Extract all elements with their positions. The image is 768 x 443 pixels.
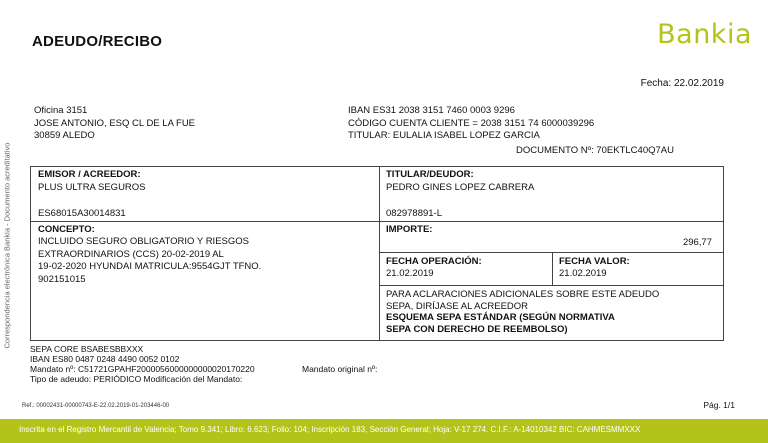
account-holder: TITULAR: EULALIA ISABEL LOPEZ GARCIA <box>348 130 540 141</box>
table-divider <box>552 252 553 285</box>
importe-value: 296,77 <box>682 237 712 248</box>
titular-label: TITULAR/DEUDOR: <box>386 169 474 180</box>
office-line: Oficina 3151 <box>34 105 88 116</box>
table-divider <box>379 285 724 286</box>
footer-bar <box>0 419 768 443</box>
emisor-label: EMISOR / ACREEDOR: <box>38 169 141 180</box>
table-divider <box>30 221 724 222</box>
office-city: 30859 ALEDO <box>34 130 95 141</box>
concepto-line: 19-02-2020 HYUNDAI MATRICULA:9554GJT TFNO. <box>38 261 262 272</box>
titular-id: 082978891-L <box>386 208 442 219</box>
account-iban: IBAN ES31 2038 3151 7460 0003 9296 <box>348 105 515 116</box>
table-divider <box>379 166 380 341</box>
esquema-line: SEPA CON DERECHO DE REEMBOLSO) <box>386 323 568 335</box>
emisor-name: PLUS ULTRA SEGUROS <box>38 182 146 193</box>
titular-name: PEDRO GINES LOPEZ CABRERA <box>386 182 535 193</box>
sepa-core: SEPA CORE BSABESBBXXX <box>30 344 144 354</box>
sepa-block <box>30 344 255 384</box>
footer-legal-text: Inscrita en el Registro Mercantil de Valencia; Tomo 9.341; Libro: 6.623; Folio: 104; Inscripción 183, Sección General; Hoja: V-17 274. C.I.F.: A-14010342 BIC: CAHMESMMXXX <box>19 425 641 434</box>
sepa-tipo: Tipo de adeudo: PERIÓDICO Modificación del Mandato: <box>30 374 243 384</box>
sepa-mandato: Mandato nº: C51721GPAHF2000056000000000020170220 <box>30 364 255 374</box>
importe-label: IMPORTE: <box>386 224 433 235</box>
emisor-id: ES68015A30014831 <box>38 208 126 219</box>
fecha-operacion-value: 21.02.2019 <box>386 268 434 279</box>
concepto-line: 902151015 <box>38 273 86 285</box>
concepto-line: EXTRAORDINARIOS (CCS) 20-02-2019 AL <box>38 248 224 260</box>
office-block <box>34 105 195 143</box>
concepto-label: CONCEPTO: <box>38 224 95 235</box>
sepa-mandato-original: Mandato original nº: <box>302 364 378 374</box>
side-vertical-text: Correspondencia electrónica Bankia - Documento acreditativo <box>2 142 12 349</box>
aclaraciones-line: SEPA, DIRÍJASE AL ACREEDOR <box>386 300 529 312</box>
reference-code: Ref.: 00002431-00000743-E-22.02.2019-01-203446-00 <box>22 403 170 409</box>
concepto-line: INCLUIDO SEGURO OBLIGATORIO Y RIESGOS <box>38 236 249 247</box>
document-number: DOCUMENTO Nº: 70EKTLC40Q7AU <box>516 145 674 156</box>
issue-date: Fecha: 22.02.2019 <box>640 78 724 89</box>
account-block <box>348 105 594 143</box>
aclaraciones-line: PARA ACLARACIONES ADICIONALES SOBRE ESTE ADEUDO <box>386 289 660 300</box>
fecha-valor-label: FECHA VALOR: <box>559 256 630 267</box>
bankia-logo: Bankia <box>657 19 752 50</box>
esquema-line: ESQUEMA SEPA ESTÁNDAR (SEGÚN NORMATIVA <box>386 312 615 323</box>
page-number: Pág. 1/1 <box>703 400 735 410</box>
fecha-valor-value: 21.02.2019 <box>559 268 607 279</box>
office-address: JOSE ANTONIO, ESQ CL DE LA FUE <box>34 117 196 129</box>
sepa-iban: IBAN ES80 0487 0248 4490 0052 0102 <box>30 354 180 364</box>
concepto-text <box>38 236 261 286</box>
account-ccc: CÓDIGO CUENTA CLIENTE = 2038 3151 74 6000039296 <box>348 117 595 129</box>
aclaraciones-text <box>386 289 659 335</box>
document-title: ADEUDO/RECIBO <box>32 33 163 50</box>
fecha-operacion-label: FECHA OPERACIÓN: <box>386 256 482 267</box>
